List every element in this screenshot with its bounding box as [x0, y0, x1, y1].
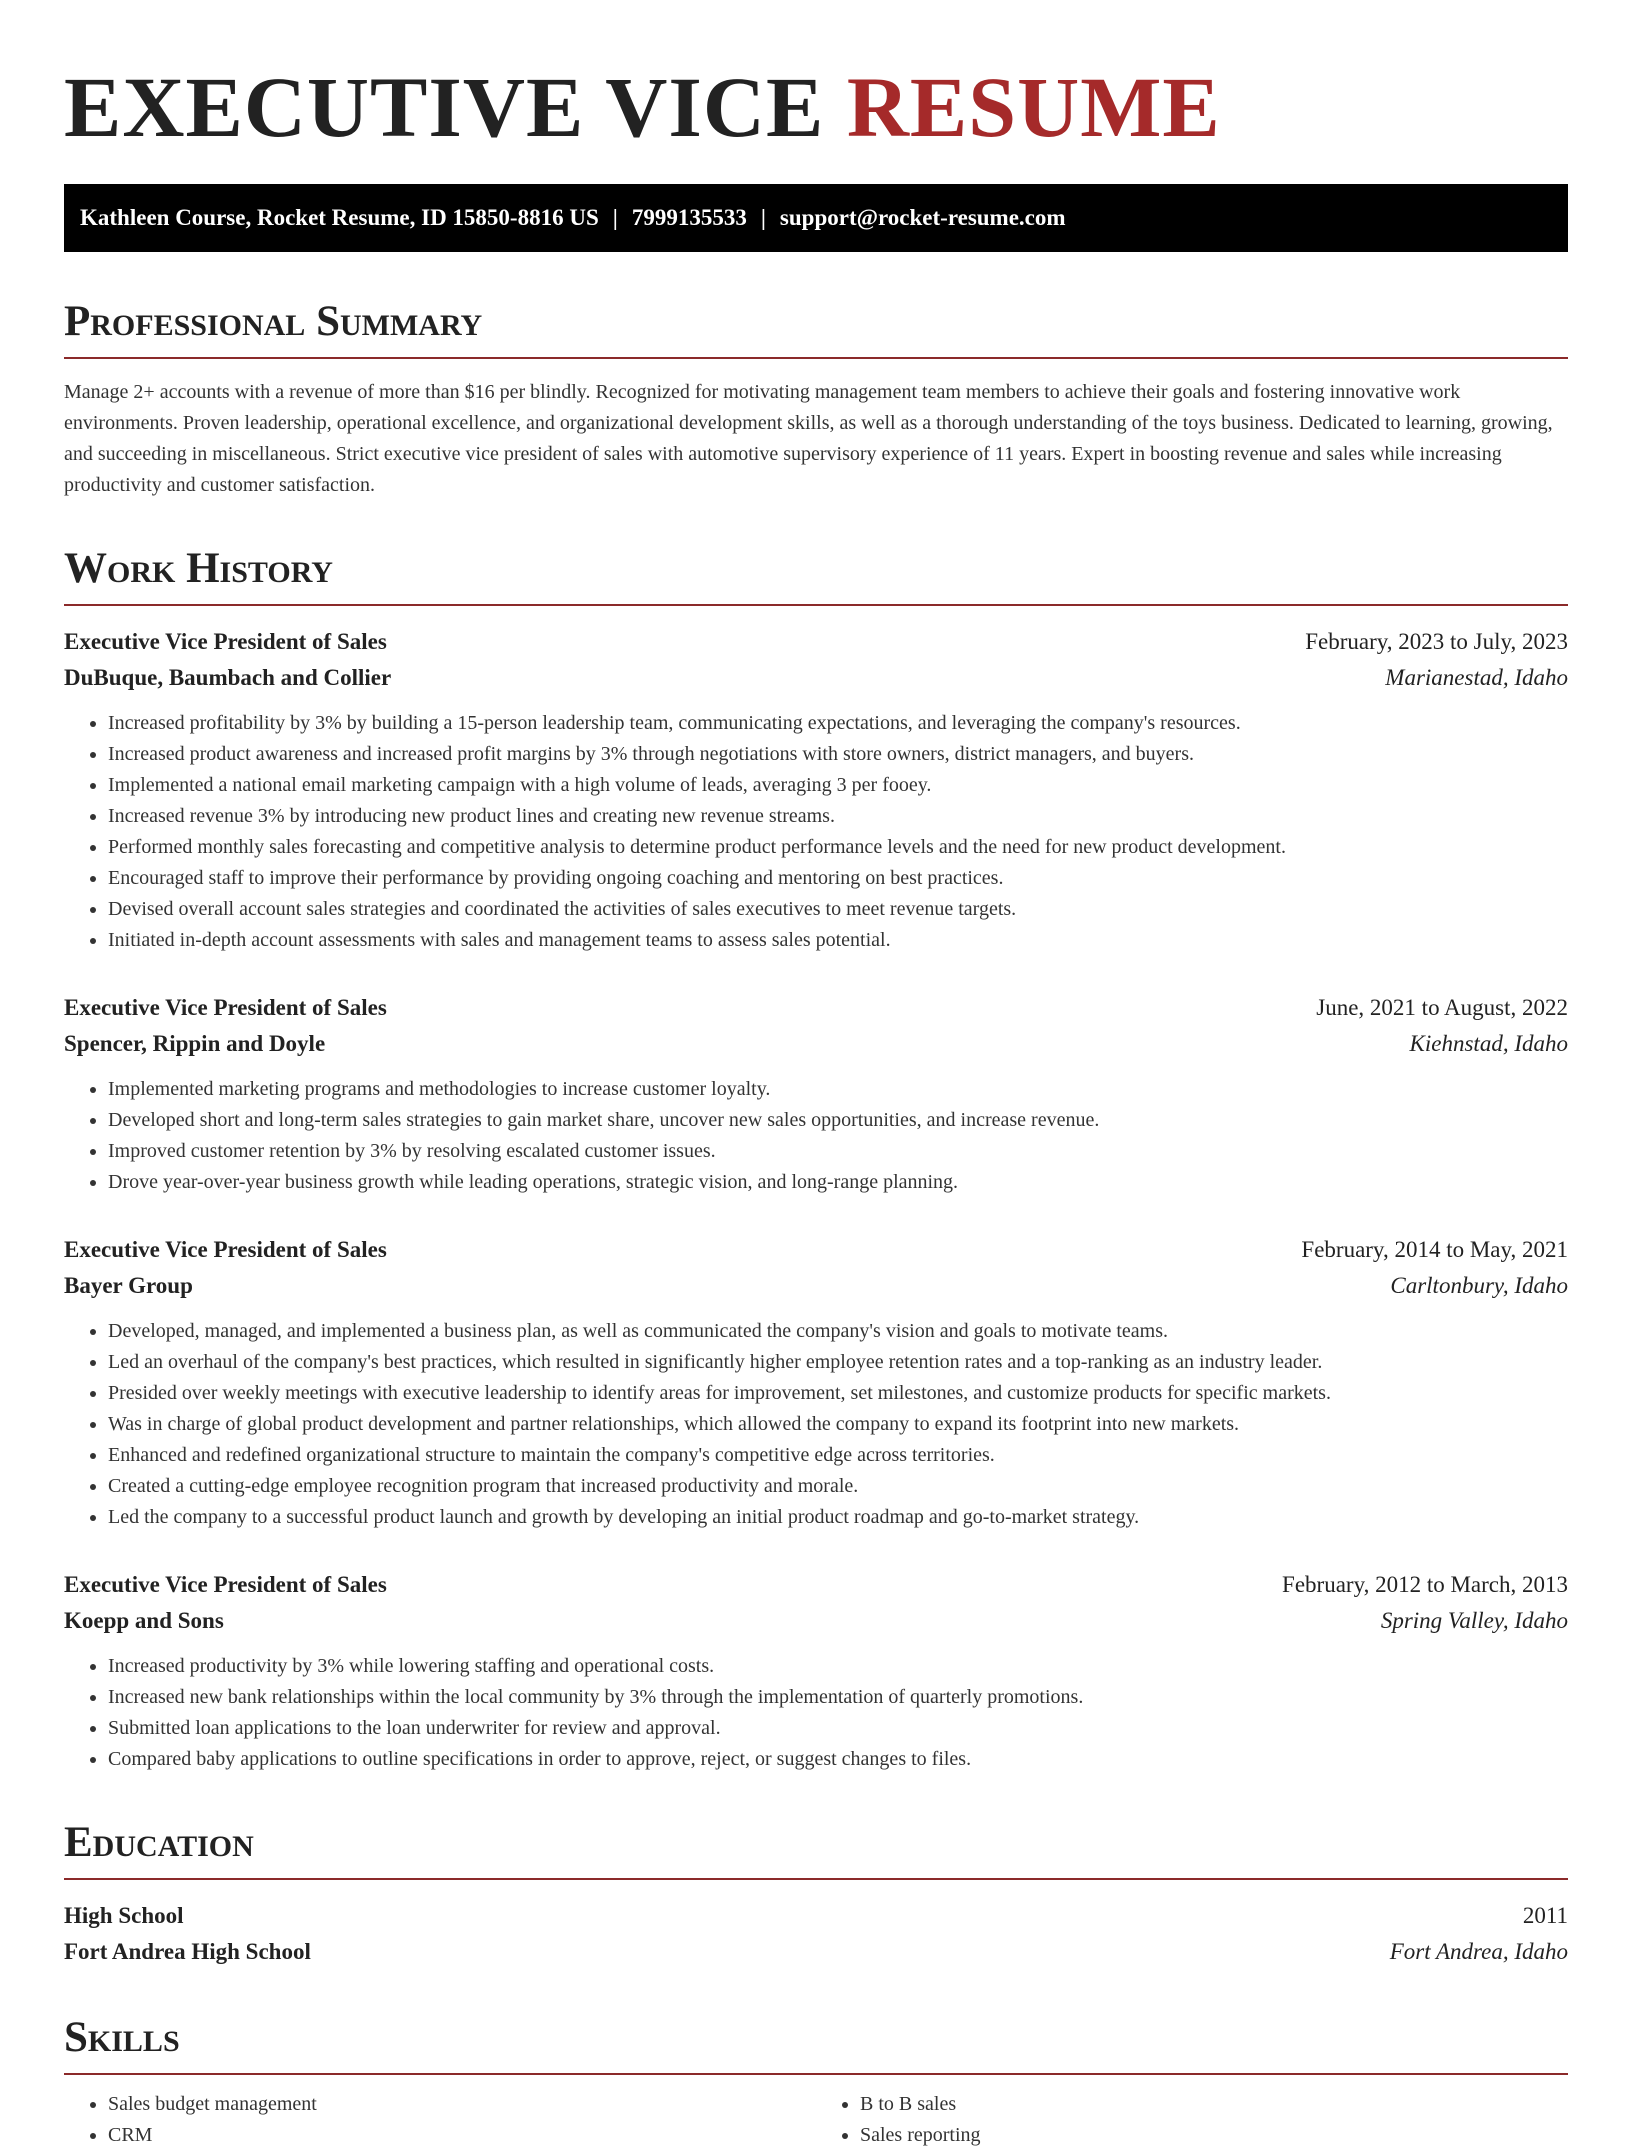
job-title: Executive Vice President of Sales — [64, 1572, 387, 1597]
job-location: Kiehnstad, Idaho — [1409, 1031, 1568, 1056]
skill-item: • B to B sales — [860, 2089, 1568, 2120]
job-location: Marianestad, Idaho — [1385, 665, 1568, 690]
job-bullet: • Increased productivity by 3% while lowering staffing and operational costs. — [108, 1651, 1568, 1682]
education-degree: High School — [64, 1903, 184, 1928]
job-bullet: • Created a cutting-edge employee recognition program that increased productivity and morale. — [108, 1471, 1568, 1502]
job-company: Bayer Group — [64, 1273, 193, 1298]
job-bullet: • Enhanced and redefined organizational structure to maintain the company's competitive edge across territories. — [108, 1440, 1568, 1471]
title-accent: RESUME — [846, 59, 1221, 155]
job-entry — [64, 990, 1568, 1198]
skill-item: • Sales reporting — [860, 2120, 1568, 2151]
job-title: Executive Vice President of Sales — [64, 995, 387, 1020]
contact-address: Kathleen Course, Rocket Resume, ID 15850-8816 US — [80, 205, 599, 230]
job-bullet: • Improved customer retention by 3% by resolving escalated customer issues. — [108, 1136, 1568, 1167]
job-company: Spencer, Rippin and Doyle — [64, 1031, 326, 1056]
skill-item: • Sales budget management — [108, 2089, 816, 2120]
job-entry — [64, 1232, 1568, 1533]
job-bullet: • Increased new bank relationships within the local community by 3% through the implementation of quarterly promotions. — [108, 1682, 1568, 1713]
job-bullet: • Was in charge of global product development and partner relationships, which allowed the company to expand its footprint into new markets. — [108, 1409, 1568, 1440]
job-bullets — [64, 1316, 1568, 1533]
job-bullet: • Compared baby applications to outline specifications in order to approve, reject, or suggest changes to files. — [108, 1744, 1568, 1775]
skills-heading: Skills — [64, 2016, 1568, 2075]
job-bullet: • Encouraged staff to improve their performance by providing ongoing coaching and mentoring on best practices. — [108, 863, 1568, 894]
contact-bar — [64, 184, 1568, 252]
job-bullet: • Implemented a national email marketing campaign with a high volume of leads, averaging 3 per fooey. — [108, 770, 1568, 801]
education-heading: Education — [64, 1821, 1568, 1880]
job-bullets — [64, 708, 1568, 956]
job-company: Koepp and Sons — [64, 1608, 224, 1633]
job-dates: June, 2021 to August, 2022 — [1316, 995, 1568, 1020]
job-bullet: • Increased revenue 3% by introducing new product lines and creating new revenue streams. — [108, 801, 1568, 832]
job-bullet: • Increased product awareness and increased profit margins by 3% through negotiations with store owners, district managers, and buyers. — [108, 739, 1568, 770]
job-bullet: • Implemented marketing programs and methodologies to increase customer loyalty. — [108, 1074, 1568, 1105]
job-location: Spring Valley, Idaho — [1380, 1608, 1568, 1633]
job-bullet: • Led the company to a successful product launch and growth by developing an initial product roadmap and go-to-market strategy. — [108, 1502, 1568, 1533]
job-bullets — [64, 1651, 1568, 1775]
skill-item: • CRM — [108, 2120, 816, 2151]
job-bullet: • Drove year-over-year business growth while leading operations, strategic vision, and long-range planning. — [108, 1167, 1568, 1198]
contact-email: support@rocket-resume.com — [779, 205, 1066, 230]
job-bullet: • Initiated in-depth account assessments with sales and management teams to assess sales potential. — [108, 925, 1568, 956]
summary-heading: Professional Summary — [64, 300, 1568, 359]
education-school: Fort Andrea High School — [64, 1939, 311, 1964]
job-bullets — [64, 1074, 1568, 1198]
job-bullet: • Developed, managed, and implemented a business plan, as well as communicated the company's vision and goals to motivate teams. — [108, 1316, 1568, 1347]
contact-phone: 7999135533 — [631, 205, 747, 230]
job-entry — [64, 624, 1568, 956]
education-location: Fort Andrea, Idaho — [1389, 1939, 1568, 1964]
job-bullet: • Led an overhaul of the company's best practices, which resulted in significantly higher employee retention rates and a top-ranking as an industry leader. — [108, 1347, 1568, 1378]
job-location: Carltonbury, Idaho — [1390, 1273, 1568, 1298]
job-dates: February, 2012 to March, 2013 — [1282, 1572, 1568, 1597]
job-title: Executive Vice President of Sales — [64, 1237, 387, 1262]
job-bullet: • Increased profitability by 3% by building a 15-person leadership team, communicating expectations, and leveraging the company's resources. — [108, 708, 1568, 739]
job-dates: February, 2014 to May, 2021 — [1301, 1237, 1568, 1262]
skills-list — [64, 2089, 1568, 2151]
job-title: Executive Vice President of Sales — [64, 629, 387, 654]
contact-separator: | — [760, 205, 766, 230]
title-main: EXECUTIVE VICE — [64, 59, 825, 155]
summary-text: Manage 2+ accounts with a revenue of more than $16 per blindly. Recognized for motivating management team members to achieve their goals and fostering innovative work environments. Proven leadership, operational excellence, and organizational development skills, as well as a thorough understanding of the toys business. Dedicated to learning, growing, and succeeding in miscellaneous. Strict executive vice president of sales with automotive supervisory experience of 11 years. Expert in boosting revenue and sales while increasing productivity and customer satisfaction. — [64, 381, 1553, 496]
job-bullet: • Submitted loan applications to the loan underwriter for review and approval. — [108, 1713, 1568, 1744]
job-bullet: • Presided over weekly meetings with executive leadership to identify areas for improvement, set milestones, and customize products for specific markets. — [108, 1378, 1568, 1409]
job-bullet: • Developed short and long-term sales strategies to gain market share, uncover new sales opportunities, and increase revenue. — [108, 1105, 1568, 1136]
contact-separator: | — [612, 205, 618, 230]
job-bullet: • Devised overall account sales strategies and coordinated the activities of sales executives to meet revenue targets. — [108, 894, 1568, 925]
job-bullet: • Performed monthly sales forecasting and competitive analysis to determine product performance levels and the need for new product development. — [108, 832, 1568, 863]
education-entry — [64, 1898, 1568, 1970]
resume-title — [64, 59, 1568, 155]
job-company: DuBuque, Baumbach and Collier — [64, 665, 392, 690]
education-year: 2011 — [1522, 1903, 1568, 1928]
job-entry — [64, 1567, 1568, 1775]
work-history-list — [64, 624, 1568, 1775]
job-dates: February, 2023 to July, 2023 — [1305, 629, 1568, 654]
work-history-heading: Work History — [64, 547, 1568, 606]
